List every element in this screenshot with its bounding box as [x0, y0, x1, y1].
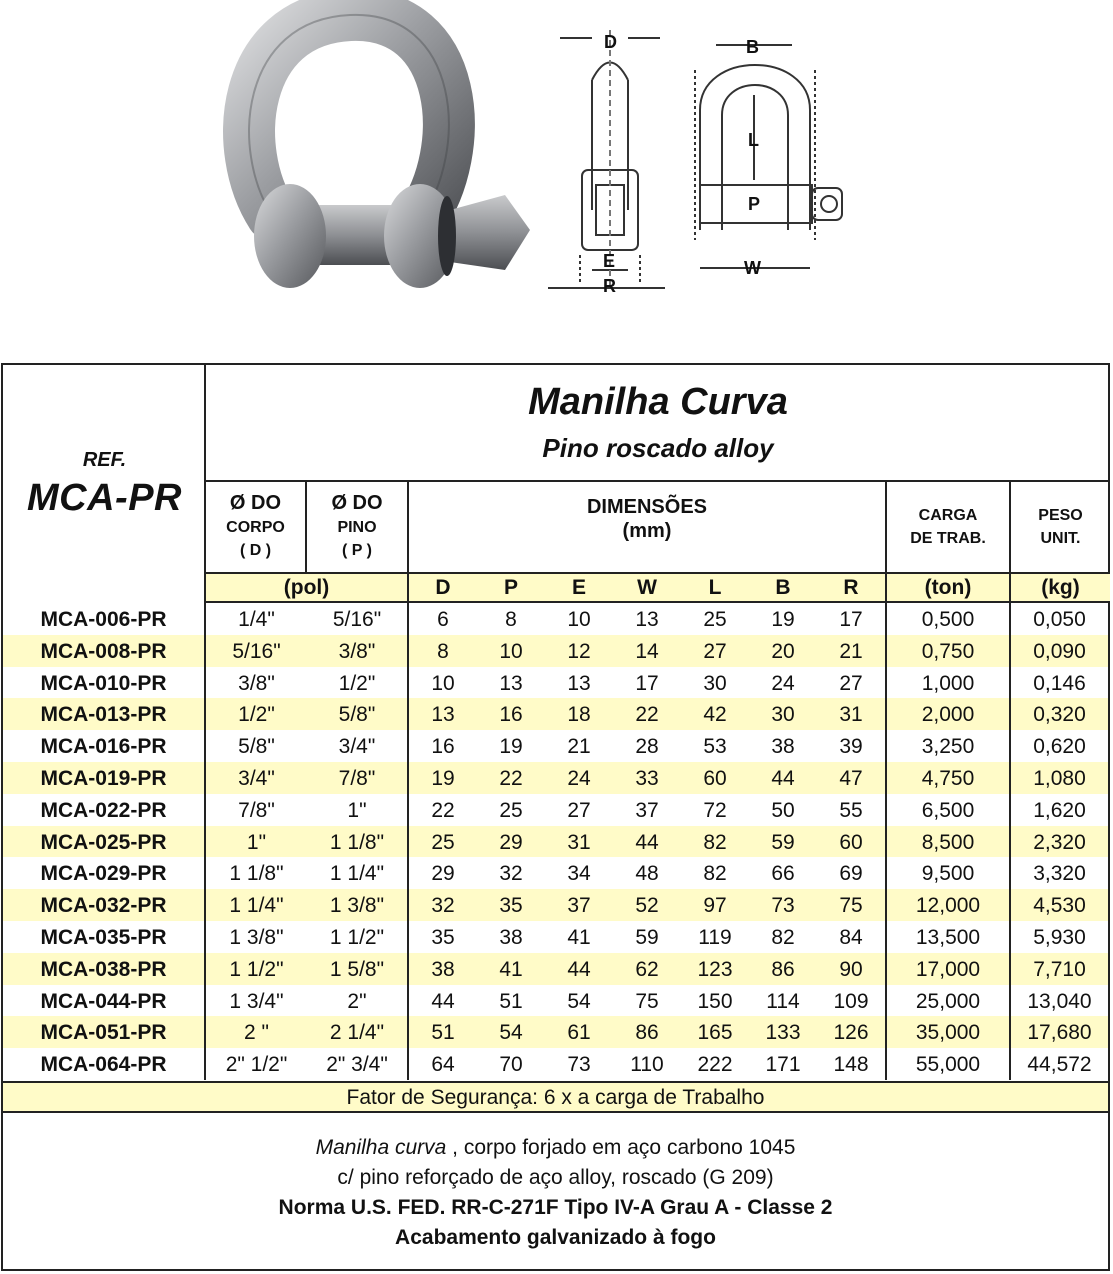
header-carga: [887, 482, 1011, 572]
cell-r: 84: [817, 921, 887, 953]
table-row: [3, 921, 1108, 953]
cell-r: 60: [817, 826, 887, 858]
cell-w: 33: [635, 766, 659, 790]
cell-kg: 0,050: [1033, 608, 1086, 631]
cell-b: 50: [771, 798, 795, 822]
cell-l: 53: [703, 735, 727, 759]
cell-r: 148: [817, 1048, 887, 1080]
cell-r: 90: [817, 953, 887, 985]
cell-kg: 0,146: [1033, 671, 1086, 695]
cell-p: 41: [499, 957, 523, 981]
unit-ton: (ton): [887, 574, 1011, 601]
cell-ton: 0,750: [887, 635, 1011, 667]
header-peso-line1: PESO: [1038, 507, 1083, 524]
unit-dim-B: B: [775, 576, 791, 599]
table-row: [3, 857, 1108, 889]
cell-r: 126: [817, 1016, 887, 1048]
cell-ton: 17,000: [887, 953, 1011, 985]
cell-kg: 7,710: [1033, 957, 1086, 981]
cell-ton: 2,000: [887, 698, 1011, 730]
cell-ton: 12,000: [887, 889, 1011, 921]
cell-e: 31: [567, 830, 591, 854]
cell-ton: 3,250: [887, 730, 1011, 762]
cell-r: 69: [817, 857, 887, 889]
cell-kg: 17,680: [1027, 1021, 1092, 1045]
table-row: [3, 762, 1108, 794]
cell-w: 44: [635, 830, 659, 854]
header-pino-line1: Ø DO: [331, 492, 383, 514]
cell-r: 109: [817, 985, 887, 1017]
header-peso: [1011, 482, 1110, 572]
cell-p-pol: 3/8": [307, 635, 409, 667]
cell-p: 35: [499, 894, 523, 918]
cell-ref: MCA-022-PR: [3, 794, 206, 826]
cell-w: 13: [635, 608, 659, 631]
cell-ton: 9,500: [887, 857, 1011, 889]
cell-r: 75: [817, 889, 887, 921]
units-row: [206, 572, 1110, 603]
cell-l: 42: [703, 703, 727, 727]
cell-p-pol: 7/8": [307, 762, 409, 794]
cell-e: 13: [567, 671, 591, 695]
cell-ton: 13,500: [887, 921, 1011, 953]
cell-l: 72: [703, 798, 727, 822]
cell-ref: MCA-013-PR: [3, 698, 206, 730]
description-line3: Norma U.S. FED. RR-C-271F Tipo IV-A Grau A - Classe 2: [278, 1196, 833, 1219]
cell-e: 37: [567, 894, 591, 918]
cell-b: 86: [771, 957, 795, 981]
cell-ref: MCA-016-PR: [3, 730, 206, 762]
cell-ton: 4,750: [887, 762, 1011, 794]
header-pino-line3: ( P ): [342, 542, 372, 559]
cell-d: 10: [431, 671, 455, 695]
cell-e: 21: [567, 735, 591, 759]
cell-l: 150: [697, 989, 733, 1013]
table-row: [3, 826, 1108, 858]
cell-d-pol: 1/2": [238, 703, 275, 727]
cell-e: 27: [567, 798, 591, 822]
cell-kg: 13,040: [1027, 989, 1092, 1013]
cell-w: 37: [635, 798, 659, 822]
cell-e: 12: [567, 639, 591, 663]
cell-ton: 6,500: [887, 794, 1011, 826]
cell-e: 34: [567, 862, 591, 886]
cell-d-pol: 5/16": [232, 639, 281, 663]
cell-ref: MCA-035-PR: [3, 921, 206, 953]
cell-l: 60: [703, 766, 727, 790]
cell-l: 82: [703, 830, 727, 854]
dim-letter-R: R: [603, 276, 616, 296]
cell-e: 44: [567, 957, 591, 981]
cell-p: 16: [499, 703, 523, 727]
ref-label: REF.: [82, 449, 127, 471]
cell-w: 28: [635, 735, 659, 759]
table-row: [3, 889, 1108, 921]
dim-letter-E: E: [603, 251, 616, 271]
cell-e: 41: [567, 925, 591, 949]
header-corpo-line2: CORPO: [226, 519, 285, 536]
cell-r: 55: [817, 794, 887, 826]
header-carga-line2: DE TRAB.: [910, 530, 986, 547]
cell-ton: 8,500: [887, 826, 1011, 858]
cell-p-pol: 2": [307, 985, 409, 1017]
cell-kg: 3,320: [1033, 862, 1086, 886]
spec-table: [1, 363, 1110, 1271]
cell-kg: 44,572: [1027, 1053, 1092, 1077]
table-row: [3, 953, 1108, 985]
cell-b: 19: [771, 608, 795, 631]
table-body: [3, 603, 1108, 1080]
cell-l: 30: [703, 671, 727, 695]
cell-r: 27: [817, 667, 887, 699]
cell-p: 54: [499, 1021, 523, 1045]
description-line1-rest: , corpo forjado em aço carbono 1045: [446, 1136, 796, 1159]
cell-w: 22: [635, 703, 659, 727]
cell-p-pol: 2 1/4": [307, 1016, 409, 1048]
cell-p: 38: [499, 925, 523, 949]
unit-dim-R: R: [817, 574, 887, 601]
cell-ref: MCA-006-PR: [3, 603, 206, 635]
cell-d: 13: [431, 703, 455, 727]
cell-p: 10: [499, 639, 523, 663]
header-pino: [307, 482, 409, 572]
dim-letter-D: D: [604, 32, 617, 52]
table-row: [3, 603, 1108, 635]
cell-r: 39: [817, 730, 887, 762]
cell-kg: 0,320: [1033, 703, 1086, 727]
cell-r: 17: [817, 603, 887, 635]
cell-d: 8: [437, 639, 449, 663]
cell-p-pol: 1 1/8": [307, 826, 409, 858]
cell-p-pol: 2" 3/4": [307, 1048, 409, 1080]
cell-w: 86: [635, 1021, 659, 1045]
cell-l: 82: [703, 862, 727, 886]
header-dimensoes-line2: (mm): [622, 520, 672, 542]
cell-ref: MCA-008-PR: [3, 635, 206, 667]
cell-b: 73: [771, 894, 795, 918]
cell-p-pol: 1/2": [307, 667, 409, 699]
description-line2: c/ pino reforçado de aço alloy, roscado (G 209): [337, 1166, 774, 1189]
cell-ref: MCA-029-PR: [3, 857, 206, 889]
cell-p-pol: 1 1/2": [307, 921, 409, 953]
cell-r: 47: [817, 762, 887, 794]
table-row: [3, 635, 1108, 667]
description-line1-italic: Manilha curva: [315, 1136, 447, 1159]
product-description: [3, 1113, 1108, 1269]
cell-p: 25: [499, 798, 523, 822]
cell-p: 8: [505, 608, 517, 631]
cell-b: 30: [771, 703, 795, 727]
cell-p: 13: [499, 671, 523, 695]
table-row: [3, 794, 1108, 826]
table-row: [3, 1048, 1108, 1080]
cell-b: 133: [765, 1021, 801, 1045]
cell-d: 32: [431, 894, 455, 918]
cell-kg: 2,320: [1033, 830, 1086, 854]
header-dimensoes: [409, 482, 887, 572]
cell-p-pol: 1": [307, 794, 409, 826]
cell-d-pol: 1 3/8": [229, 925, 284, 949]
unit-dim-E: E: [571, 576, 586, 599]
cell-b: 59: [771, 830, 795, 854]
cell-d: 64: [431, 1053, 455, 1077]
cell-p: 22: [499, 766, 523, 790]
cell-e: 73: [567, 1053, 591, 1077]
cell-b: 24: [771, 671, 795, 695]
header-peso-line2: UNIT.: [1040, 530, 1081, 547]
cell-w: 110: [630, 1053, 664, 1077]
cell-b: 82: [771, 925, 795, 949]
cell-kg: 4,530: [1033, 894, 1086, 918]
header-corpo: [206, 482, 307, 572]
cell-p: 51: [499, 989, 523, 1013]
header-corpo-line3: ( D ): [239, 542, 272, 559]
unit-kg: (kg): [1041, 576, 1080, 599]
cell-d: 25: [431, 830, 455, 854]
cell-d: 44: [431, 989, 455, 1013]
cell-kg: 1,620: [1033, 798, 1086, 822]
cell-ton: 25,000: [887, 985, 1011, 1017]
cell-p: 32: [499, 862, 523, 886]
cell-w: 17: [635, 671, 659, 695]
cell-d: 6: [437, 608, 449, 631]
table-row: [3, 698, 1108, 730]
cell-l: 165: [697, 1021, 733, 1045]
cell-l: 97: [703, 894, 727, 918]
cell-l: 123: [697, 957, 733, 981]
cell-p-pol: 5/8": [307, 698, 409, 730]
cell-ref: MCA-064-PR: [3, 1048, 206, 1080]
dim-letter-W: W: [744, 258, 761, 278]
cell-d-pol: 1 1/2": [229, 957, 284, 981]
product-subtitle: Pino roscado alloy: [542, 433, 774, 463]
cell-p: 19: [499, 735, 523, 759]
cell-d-pol: 1/4": [238, 608, 275, 631]
unit-dim-P: P: [503, 576, 518, 599]
cell-b: 44: [771, 766, 795, 790]
cell-w: 14: [635, 639, 659, 663]
cell-kg: 0,620: [1033, 735, 1086, 759]
header-carga-line1: CARGA: [918, 507, 978, 524]
cell-kg: 1,080: [1033, 766, 1086, 790]
cell-d-pol: 3/4": [238, 766, 275, 790]
cell-w: 48: [635, 862, 659, 886]
cell-ton: 55,000: [887, 1048, 1011, 1080]
header-dimensoes-line1: DIMENSÕES: [586, 496, 708, 518]
cell-d-pol: 1 1/8": [229, 862, 284, 886]
cell-w: 62: [635, 957, 659, 981]
cell-p-pol: 1 3/8": [307, 889, 409, 921]
cell-d: 19: [431, 766, 455, 790]
cell-w: 52: [635, 894, 659, 918]
cell-e: 18: [567, 703, 591, 727]
cell-ton: 1,000: [887, 667, 1011, 699]
cell-b: 114: [766, 989, 800, 1013]
cell-d-pol: 1 1/4": [229, 894, 284, 918]
cell-ref: MCA-025-PR: [3, 826, 206, 858]
table-row: [3, 730, 1108, 762]
cell-p: 29: [499, 830, 523, 854]
unit-pol: (pol): [206, 574, 409, 601]
cell-l: 119: [698, 925, 732, 949]
cell-d-pol: 3/8": [238, 671, 275, 695]
table-row: [3, 1016, 1108, 1048]
cell-p-pol: 5/16": [307, 603, 409, 635]
cell-ref: MCA-019-PR: [3, 762, 206, 794]
cell-ton: 35,000: [887, 1016, 1011, 1048]
cell-d-pol: 7/8": [238, 798, 275, 822]
shackle-illustration: [0, 0, 1113, 340]
cell-d-pol: 1": [246, 830, 267, 854]
table-row: [3, 667, 1108, 699]
ref-code: MCA-PR: [27, 477, 182, 519]
cell-l: 27: [703, 639, 727, 663]
cell-b: 20: [771, 639, 795, 663]
cell-ref: MCA-044-PR: [3, 985, 206, 1017]
cell-ref: MCA-051-PR: [3, 1016, 206, 1048]
cell-b: 171: [765, 1053, 801, 1077]
product-title: Manilha Curva: [528, 381, 788, 423]
cell-ref: MCA-032-PR: [3, 889, 206, 921]
cell-p-pol: 1 1/4": [307, 857, 409, 889]
cell-b: 66: [771, 862, 795, 886]
cell-d-pol: 2" 1/2": [225, 1053, 288, 1077]
cell-d-pol: 1 3/4": [229, 989, 284, 1013]
cell-w: 75: [635, 989, 659, 1013]
title-block: [206, 365, 1110, 482]
cell-d: 29: [431, 862, 455, 886]
cell-p-pol: 3/4": [307, 730, 409, 762]
unit-dim-L: L: [708, 576, 722, 599]
cell-p-pol: 1 5/8": [307, 953, 409, 985]
cell-p: 70: [499, 1053, 523, 1077]
cell-d: 22: [431, 798, 455, 822]
cell-d-pol: 5/8": [238, 735, 275, 759]
shackle-photo: [249, 15, 530, 288]
front-view-drawing: [695, 45, 842, 268]
dim-letter-B: B: [746, 37, 759, 57]
safety-factor-note: Fator de Segurança: 6 x a carga de Trabalho: [3, 1081, 1108, 1113]
cell-w: 59: [635, 925, 659, 949]
cell-d-pol: 2 ": [244, 1021, 269, 1045]
table-row: [3, 985, 1108, 1017]
cell-ton: 0,500: [887, 603, 1011, 635]
cell-e: 10: [567, 608, 591, 631]
dim-letter-L: L: [748, 130, 759, 150]
cell-kg: 0,090: [1033, 639, 1086, 663]
cell-ref: MCA-038-PR: [3, 953, 206, 985]
cell-r: 21: [817, 635, 887, 667]
cell-e: 24: [567, 766, 591, 790]
cell-r: 31: [817, 698, 887, 730]
cell-l: 25: [703, 608, 727, 631]
description-line4: Acabamento galvanizado à fogo: [395, 1226, 716, 1249]
dim-letter-P: P: [748, 194, 761, 214]
unit-dim-W: W: [637, 576, 657, 599]
cell-ref: MCA-010-PR: [3, 667, 206, 699]
cell-b: 38: [771, 735, 795, 759]
unit-dim-D: D: [435, 576, 451, 599]
cell-d: 35: [431, 925, 455, 949]
cell-e: 54: [567, 989, 591, 1013]
header-corpo-line1: Ø DO: [229, 492, 282, 514]
cell-kg: 5,930: [1033, 925, 1086, 949]
cell-l: 222: [697, 1053, 733, 1077]
cell-d: 16: [431, 735, 455, 759]
cell-e: 61: [567, 1021, 591, 1045]
header-pino-line2: PINO: [337, 519, 377, 536]
ref-header: [3, 365, 206, 603]
cell-d: 38: [431, 957, 455, 981]
cell-d: 51: [431, 1021, 455, 1045]
